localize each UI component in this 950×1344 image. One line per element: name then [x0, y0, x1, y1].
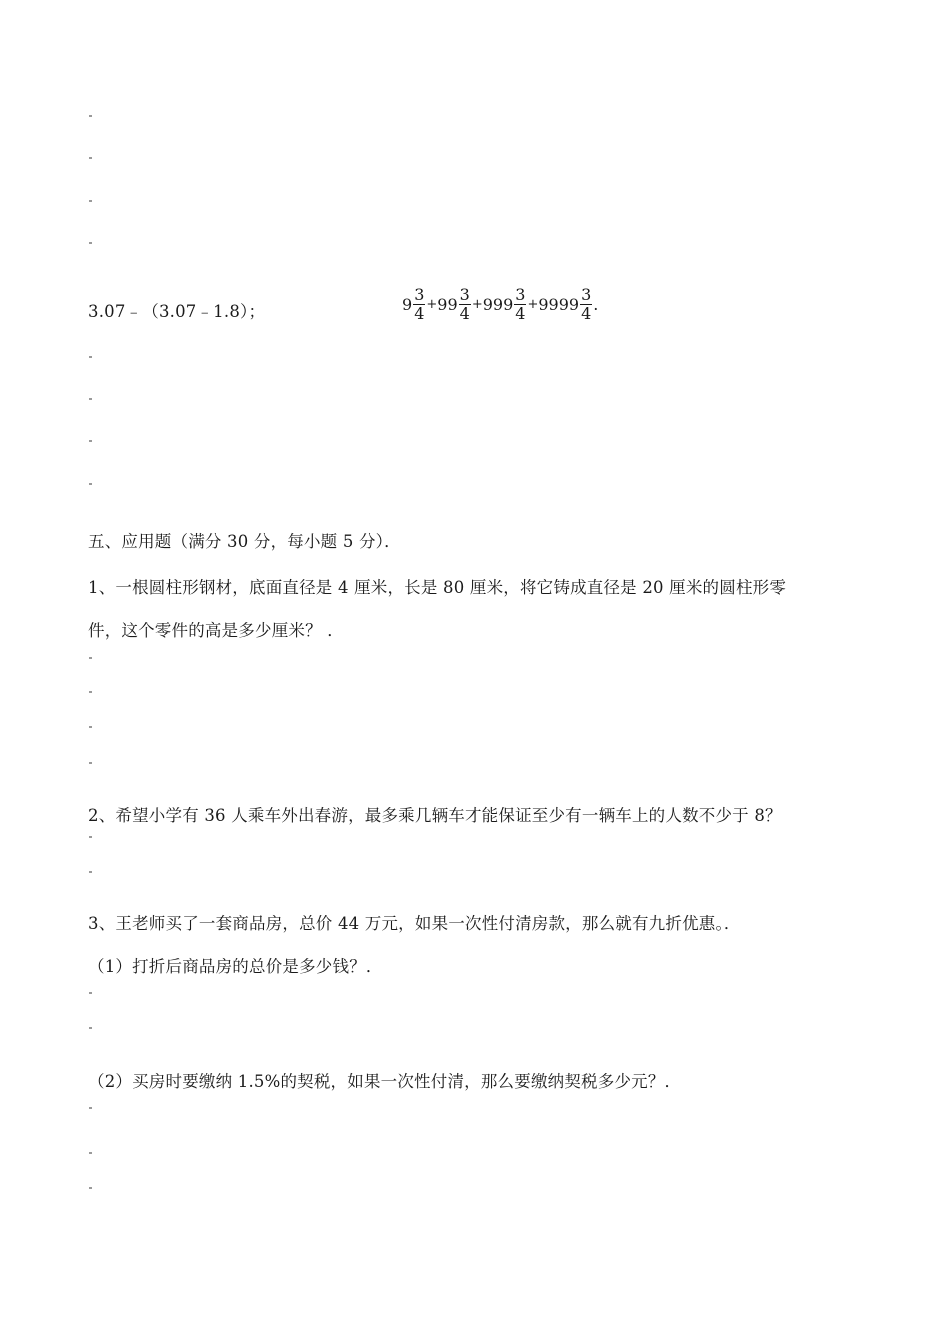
blank-marker — [89, 1152, 92, 1154]
fraction-denominator: 4 — [414, 304, 425, 323]
blank-marker — [89, 726, 92, 728]
fraction-numerator: 3 — [515, 285, 526, 304]
blank-marker — [89, 1027, 92, 1029]
question-1-line-1: 1、一根圆柱形钢材，底面直径是 4 厘米，长是 80 厘米，将它铸成直径是 20 厘米的圆柱形零 — [88, 578, 787, 597]
blank-marker — [89, 691, 92, 693]
calc-expression-1: 3.07﹣（3.07﹣1.8）； — [88, 302, 266, 321]
blank-marker — [89, 200, 92, 202]
question-3-sub-2: （2）买房时要缴纳 1.5%的契税，如果一次性付清，那么要缴纳契税多少元？． — [88, 1072, 682, 1091]
fraction-denominator: 4 — [581, 304, 592, 323]
blank-marker — [89, 115, 92, 117]
question-3: 3、王老师买了一套商品房，总价 44 万元，如果一次性付清房款，那么就有九折优惠。． — [88, 914, 741, 933]
blank-marker — [89, 762, 92, 764]
operator: + — [426, 297, 438, 312]
blank-marker — [89, 157, 92, 159]
term-whole: 99 — [437, 295, 458, 314]
question-1-line-2: 件，这个零件的高是多少厘米？ ． — [88, 621, 344, 640]
blank-marker — [89, 992, 92, 994]
operator: . — [593, 295, 599, 314]
blank-marker — [89, 871, 92, 873]
operator: + — [471, 297, 483, 312]
operator: + — [527, 297, 539, 312]
question-2: 2、希望小学有 36 人乘车外出春游，最多乘几辆车才能保证至少有一辆车上的人数不少于 8？ — [88, 806, 782, 825]
calc-expression-2 — [402, 286, 598, 323]
term-whole: 9999 — [538, 295, 580, 314]
section-heading: 五、应用题（满分 30 分，每小题 5 分）． — [88, 532, 401, 551]
blank-marker — [89, 242, 92, 244]
term-whole: 999 — [482, 295, 514, 314]
blank-marker — [89, 356, 92, 358]
blank-marker — [89, 657, 92, 659]
fraction — [413, 286, 425, 323]
blank-marker — [89, 440, 92, 442]
question-3-sub-1: （1）打折后商品房的总价是多少钱？． — [88, 957, 383, 976]
fraction-denominator: 4 — [515, 304, 526, 323]
fraction-denominator: 4 — [459, 304, 470, 323]
fraction-numerator: 3 — [459, 285, 470, 304]
blank-marker — [89, 1187, 92, 1189]
fraction — [580, 286, 592, 323]
fraction-numerator: 3 — [414, 285, 425, 304]
fraction — [514, 286, 526, 323]
term-whole: 9 — [402, 295, 413, 314]
blank-marker — [89, 398, 92, 400]
fraction-numerator: 3 — [581, 285, 592, 304]
blank-marker — [89, 483, 92, 485]
blank-marker — [89, 836, 92, 838]
fraction — [459, 286, 471, 323]
blank-marker — [89, 1107, 92, 1109]
